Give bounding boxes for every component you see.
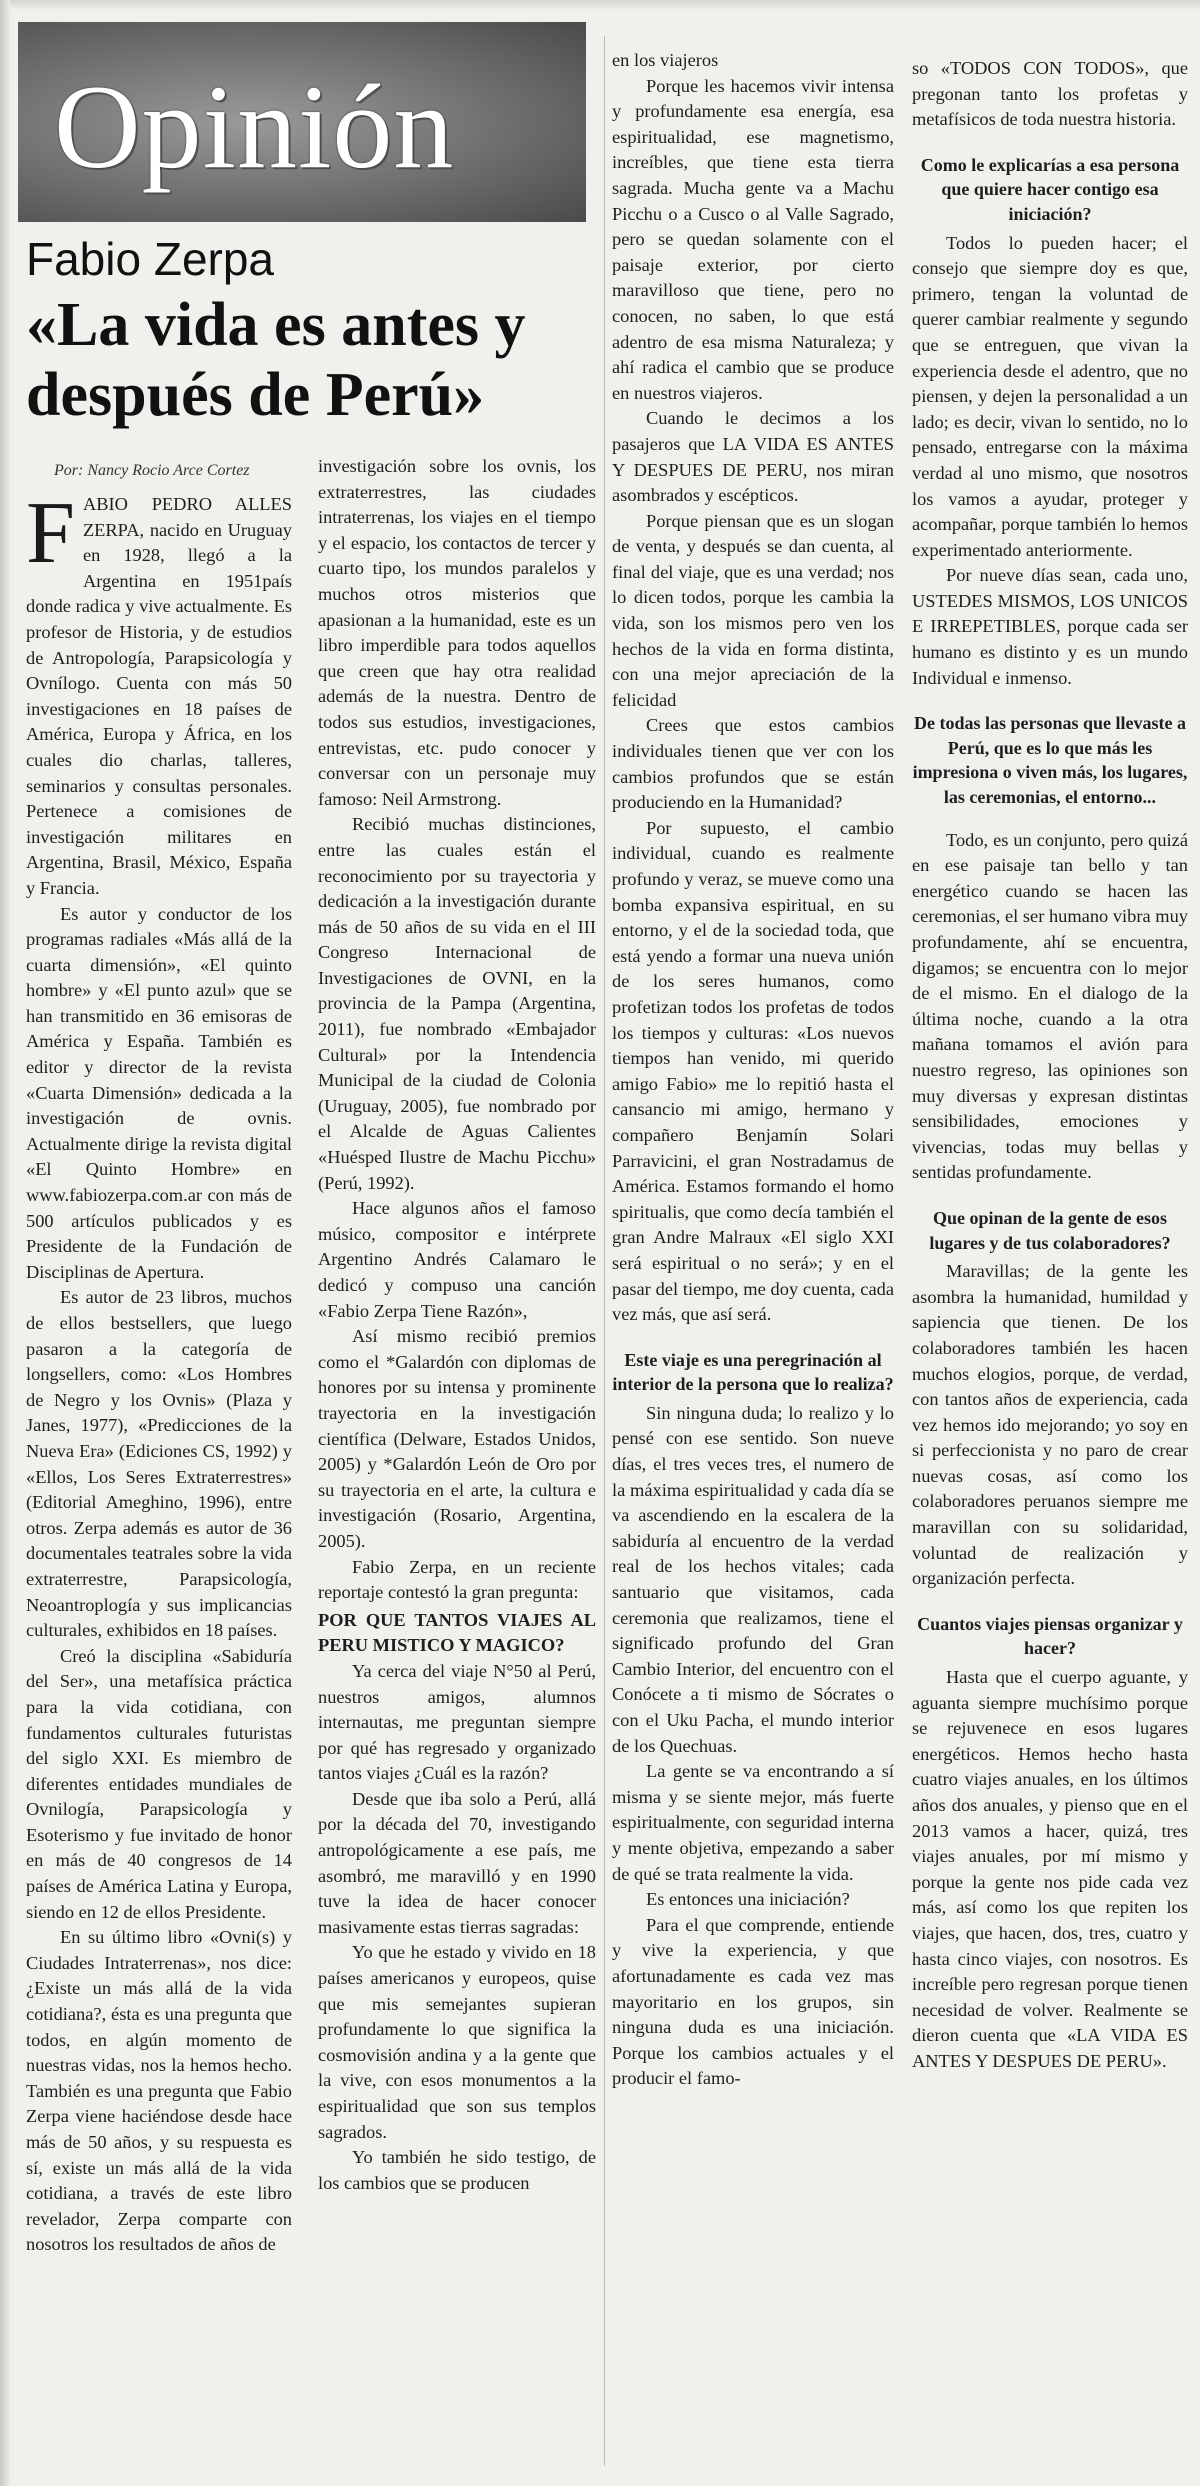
paragraph-text: Hasta que el cuerpo aguante, y aguanta siempre muchísimo porque se rejuvenece en esos lugares energéticos. Hemos hecho hasta cuatro viajes anuales, en los últimos años dos anuales, y pienso que en el 2013 vamos a hacer, quizá, tres viajes anuales, por mí mismo y porque la gente nos pide cada vez más, así como los que repiten los viajes, que hacen, dos, tres, cuatro y hasta cinco viajes, con nosotros. Es increíble pero regresan porque tienen necesidad de volver. Realmente se dieron cuenta que «LA VIDA ES ANTES Y DESPUES DE PERU». bbox=[912, 1667, 1188, 2071]
paragraph-text: Por nueve días sean, cada uno, USTEDES MISMOS, LOS UNICOS E IRREPETIBLES, porque cada ser humano es distinto y es un mundo Individual e inmenso. bbox=[912, 565, 1188, 688]
interview-question bbox=[912, 1206, 1188, 1255]
article-paragraph bbox=[612, 48, 894, 74]
paragraph-text: Maravillas; de la gente les asombra la humanidad, humildad y sapiencia que tienen. De los colaboradores también les hacen muchos elogios, porque, de verdad, con tantos años de experiencia, cada vez hemos ido mejorando; yo soy en si perfeccionista y no paro de crear nuevas cosas, así como los colaboradores peruanos siempre me maravillan con su solidaridad, voluntad de realización y organización perfecta. bbox=[912, 1261, 1188, 1589]
paragraph-text: En su último libro «Ovni(s) y Ciudades Intraterrenas», nos dice: ¿Existe un más allá de la vida cotidiana?, ésta es una pregunta que todos, en algún momento de nuestras vidas, nos la hemos hecho. También es una pregunta que Fabio Zerpa viene haciéndose desde hace más de 50 años, y su respuesta es sí, existe un más allá de la vida cotidiana, a través de este libro revelador, Zerpa comparte con nosotros los resultados de años de bbox=[26, 1927, 292, 2255]
article-paragraph bbox=[612, 509, 894, 714]
article-paragraph bbox=[318, 1787, 596, 1941]
paragraph-text: Como le explicarías a esa persona que quiere hacer contigo esa iniciación? bbox=[920, 154, 1180, 224]
paragraph-text: De todas las personas que llevaste a Perú, que es lo que más les impresiona o viven más, los lugares, las ceremonias, el entorno... bbox=[912, 713, 1188, 808]
paragraph-text: POR QUE TANTOS VIAJES AL PERU MISTICO Y MAGICO? bbox=[318, 1609, 596, 1656]
article-paragraph bbox=[318, 2145, 596, 2196]
article-column-1 bbox=[26, 485, 292, 2258]
article-paragraph bbox=[912, 1259, 1188, 1592]
article-paragraph bbox=[318, 1324, 596, 1554]
article-paragraph bbox=[912, 563, 1188, 691]
article-paragraph bbox=[912, 828, 1188, 1186]
author-name: Fabio Zerpa bbox=[26, 233, 275, 285]
paragraph-text: Es autor de 23 libros, muchos de ellos bestsellers, que luego pasaron a la categoría de longsellers, como: «Los Hombres de Negro y los Ovnis» (Plaza y Janes, 1977), «Predicciones de la Nueva Era» (Ediciones CS, 1992) y «Ellos, Los Seres Extraterrestres» (Editorial Ameghino, 1996), entre otros. Zerpa además es autor de 36 documentales teatrales sobre la vida extraterrestre, Parapsicología, Neoantroplogía y sus implicancias culturales, exhibidos en 18 países. bbox=[26, 1287, 292, 1641]
article-paragraph bbox=[612, 406, 894, 508]
interview-question bbox=[912, 711, 1188, 809]
interview-question bbox=[912, 1612, 1188, 1661]
interview-question bbox=[912, 153, 1188, 227]
paragraph-text: Este viaje es una peregrinación al interior de la persona que lo realiza? bbox=[612, 1349, 894, 1395]
article-paragraph bbox=[26, 485, 292, 902]
article-paragraph bbox=[612, 1913, 894, 2092]
article-column-3 bbox=[612, 48, 894, 2092]
article-paragraph bbox=[318, 1555, 596, 1606]
article-paragraph bbox=[912, 1665, 1188, 2075]
paragraph-text: Todos lo pueden hacer; el consejo que siempre doy es que, primero, tengan la voluntad de querer cambiar realmente y segundo que se entreguen, que vivan la experiencia desde el adentro, que no piensen, y dejen la personalidad a un lado; es decir, vivan lo sentido, no lo pensado, entregarse con la máxima verdad al uno mismo, que nosotros los vamos a ayudar, proteger y acompañar, porque también lo hemos experimentado anteriormente. bbox=[912, 232, 1188, 560]
article-paragraph bbox=[912, 56, 1188, 133]
article-paragraph bbox=[318, 1196, 596, 1324]
article-paragraph bbox=[912, 231, 1188, 564]
interview-question bbox=[318, 1608, 596, 1659]
paragraph-text: Por supuesto, el cambio individual, cuando es realmente profundo y veraz, se mueve como una bomba expansiva espiritual, en su entorno, y el de la sociedad toda, que está yendo a formar una nueva unión de los seres humanos, como profetizan todos los profetas de todos los tiempos y culturas: «Los nuevos tiempos han venido, mi querido amigo Fabio» me lo repitió hasta el cansancio mi amigo, hermano y compañero Benjamín Solari Parravicini, el gran Nostradamus de América. Estamos formando el homo spiritualis, que como decía también el gran Andre Malraux «El siglo XXI será espiritual o no será»; y en el pasar del tiempo, me doy cuenta, cada vez más, que así será. bbox=[612, 817, 894, 1325]
paragraph-text: La gente se va encontrando a sí misma y se siente mejor, más fuerte espiritualmente, con seguridad interna y mente objetiva, empezando a saber de qué se trata realmente la vida. bbox=[612, 1761, 894, 1884]
byline: Por: Nancy Rocio Arce Cortez bbox=[54, 462, 250, 479]
paragraph-text: Es autor y conductor de los programas radiales «Más allá de la cuarta dimensión», «El quinto hombre» y «El punto azul» que se han transmitido en 36 emisoras de América y España. También es editor y director de la revista «Cuarta Dimensión» dedicada a la investigación de ovnis. Actualmente dirige la revista digital «El Quinto Hombre» en www.fabiozerpa.com.ar con más de 500 artículos publicados y es Presidente de la Fundación de Disciplinas de Apertura. bbox=[26, 903, 292, 1282]
paragraph-text: Cuando le decimos a los pasajeros que LA VIDA ES ANTES Y DESPUES DE PERU, nos miran asombrados y escépticos. bbox=[612, 408, 894, 506]
paragraph-text: Cuantos viajes piensas organizar y hacer? bbox=[917, 1613, 1183, 1659]
paragraph-text: investigación sobre los ovnis, los extraterrestres, las ciudades intraterrenas, los viajes en el tiempo y el espacio, los contactos de tercer y cuarto tipo, los mundos paralelos y muchos otros misterios que apasionan a la humanidad, este es un libro imperdible para todos aquellos que creen que hay otra realidad además de la nuestra. Dentro de todos sus estudios, investigaciones, entrevistas, etc. pudo conocer y conversar con un personaje muy famoso: Neil Armstrong. bbox=[318, 456, 596, 809]
column-divider bbox=[604, 36, 605, 2466]
article-paragraph bbox=[26, 1644, 292, 1926]
article-paragraph bbox=[612, 713, 894, 815]
paragraph-text: Desde que iba solo a Perú, allá por la década del 70, investigando antropológicamente a ese país, me asombró, me maravilló y en 1990 tuve la idea de hacer conocer masivamente estas tierras sagradas: bbox=[318, 1788, 596, 1937]
paragraph-text: Porque les hacemos vivir intensa y profundamente esa energía, esa espiritualidad, ese magnetismo, increíbles, que tiene esta tierra sagrada. Mucha gente va a Machu Picchu o a Cusco o al Valle Sagrado, pero se quedan solamente con el paisaje exterior, por cierto maravilloso que tiene, pero no conocen, no saben, lo que está adentro de esa misma Naturaleza; y ahí radica el cambio que se produce en nuestros viajeros. bbox=[612, 75, 894, 403]
section-masthead bbox=[18, 22, 586, 222]
article-paragraph bbox=[318, 454, 596, 812]
drop-cap: F bbox=[26, 485, 75, 582]
interview-question bbox=[612, 1348, 894, 1397]
paragraph-text: Yo también he sido testigo, de los cambios que se producen bbox=[318, 2147, 596, 2193]
article-paragraph bbox=[612, 1401, 894, 1759]
paragraph-text: en los viajeros bbox=[612, 50, 719, 70]
paragraph-text: Creó la disciplina «Sabiduría del Ser», una metafísica práctica para la vida cotidiana, con fundamentos culturales futuristas del siglo XXI. Es miembro de diferentes entidades mundiales de Ovnilogía, Parapsicología y Esoterismo y fue invitado de honor en más de 40 congresos de 14 países de América Latina y Europa, siendo en 12 de ellos Presidente. bbox=[26, 1645, 292, 1922]
paragraph-text: Hace algunos años el famoso músico, compositor e intérprete Argentino Andrés Calamaro le dedicó y compuso una canción «Fabio Zerpa Tiene Razón», bbox=[318, 1198, 596, 1321]
paragraph-text: Crees que estos cambios individuales tienen que ver con los cambios profundos que se están produciendo en la Humanidad? bbox=[612, 715, 894, 813]
paragraph-text: Yo que he estado y vivido en 18 países americanos y europeos, quise que mis semejantes supieran profundamente lo que significa la cosmovisión andina y a la gente que la vive, con esos monumentos a la espiritualidad que son sus templos sagrados. bbox=[318, 1942, 596, 2142]
article-paragraph bbox=[612, 1759, 894, 1887]
paragraph-text: Para el que comprende, entiende y vive la experiencia, y que afortunadamente es cada vez mas mayoritario en los grupos, sin ninguna duda es una iniciación. Porque los cambios actuales y el producir el famo- bbox=[612, 1914, 894, 2089]
paragraph-text: Sin ninguna duda; lo realizo y lo pensé con ese sentido. Son nueve días, el tres veces tres, el numero de la máxima espiritualidad y cada día se va ascendiendo en la escalera de la sabiduría al encuentro de la verdad real de los hechos vitales; cada santuario que visitamos, cada ceremonia que realizamos, tiene el significado profundo del Gran Cambio Interior, del encuentro con el Conócete a ti mismo de Sócrates o con el Uku Pacha, el mundo interior de los Quechuas. bbox=[612, 1402, 894, 1756]
paragraph-text: Fabio Zerpa, en un reciente reportaje contestó la gran pregunta: bbox=[318, 1556, 596, 1603]
page-top-shadow bbox=[10, 0, 1200, 10]
page-edge-shadow bbox=[0, 0, 10, 2486]
paragraph-text: Porque piensan que es un slogan de venta, y después se dan cuenta, al final del viaje, que es una verdad; nos lo dicen todos, porque les cambia la vida, son los mismos pero ven los hechos de la vida en forma distinta, con una mejor apreciación de la felicidad bbox=[612, 510, 894, 710]
headline: «La vida es antes y después de Perú» bbox=[26, 291, 526, 429]
paragraph-text: ABIO PEDRO ALLES ZERPA, nacido en Uruguay en 1928, llegó a la Argentina en 1951país donde radica y vive actualmente. Es profesor de Historia, y de estudios de Antropología, Parapsicología y Ovnílogo. Cuenta con más 50 investigaciones en 18 países de América, Europa y África, en los cuales dio charlas, talleres, seminarios y consultas personales. Pertenece a comisiones de investigación militares en Argentina, Brasil, México, España y Francia. bbox=[26, 494, 292, 898]
article-paragraph bbox=[612, 74, 894, 407]
article-paragraph bbox=[26, 1285, 292, 1643]
article-paragraph bbox=[318, 812, 596, 1196]
article-paragraph bbox=[318, 1659, 596, 1787]
section-title: Opinión bbox=[54, 60, 455, 193]
paragraph-text: Que opinan de la gente de esos lugares y de tus colaboradores? bbox=[929, 1207, 1171, 1253]
article-column-2 bbox=[318, 454, 596, 2196]
article-paragraph bbox=[26, 1925, 292, 2258]
paragraph-text: Todo, es un conjunto, pero quizá en ese paisaje tan bello y tan energético cuando se hacen las ceremonias, el ser humano vibra muy profundamente, ahí se encuentra, digamos; se encuentra con lo mejor de el mismo. En el dialogo de la última noche, cuando a la otra mañana tomamos el avión para nuestro regreso, las opiniones son muy diversas y expresan distintas sensibilidades, emociones y vivencias, todas muy bellas y sentidas profundamente. bbox=[912, 829, 1188, 1183]
article-paragraph bbox=[26, 902, 292, 1286]
article-paragraph bbox=[612, 816, 894, 1328]
article-paragraph bbox=[318, 1940, 596, 2145]
article-column-4 bbox=[912, 56, 1188, 2075]
paragraph-text: Ya cerca del viaje N°50 al Perú, nuestros amigos, alumnos internautas, me preguntan siempre por qué has regresado y organizado tantos viajes ¿Cuál es la razón? bbox=[318, 1660, 596, 1784]
paragraph-text: Recibió muchas distinciones, entre las cuales están el reconocimiento por su trayectoria y dedicación a la investigación durante más de 50 años de su vida en el III Congreso Internacional de Investigaciones de OVNI, en la provincia de la Pampa (Argentina, 2011), fue nombrado «Embajador Cultural» por la Intendencia Municipal de la ciudad de Colonia (Uruguay, 2005), fue nombrado por el Alcalde de Aguas Calientes «Huésped Ilustre de Machu Picchu» (Perú, 1992). bbox=[318, 814, 596, 1193]
paragraph-text: Así mismo recibió premios como el *Galardón con diplomas de honores por su intensa y prominente trayectoria en la investigación científica (Delware, Estados Unidos, 2005) y *Galardón León de Oro por su trayectoria en el arte, la cultura e investigación (Rosario, Argentina, 2005). bbox=[318, 1326, 596, 1551]
paragraph-text: Es entonces una iniciación? bbox=[646, 1889, 850, 1910]
paragraph-text: so «TODOS CON TODOS», que pregonan tanto los profetas y metafísicos de toda nuestra historia. bbox=[912, 58, 1188, 130]
article-paragraph bbox=[612, 1887, 894, 1913]
